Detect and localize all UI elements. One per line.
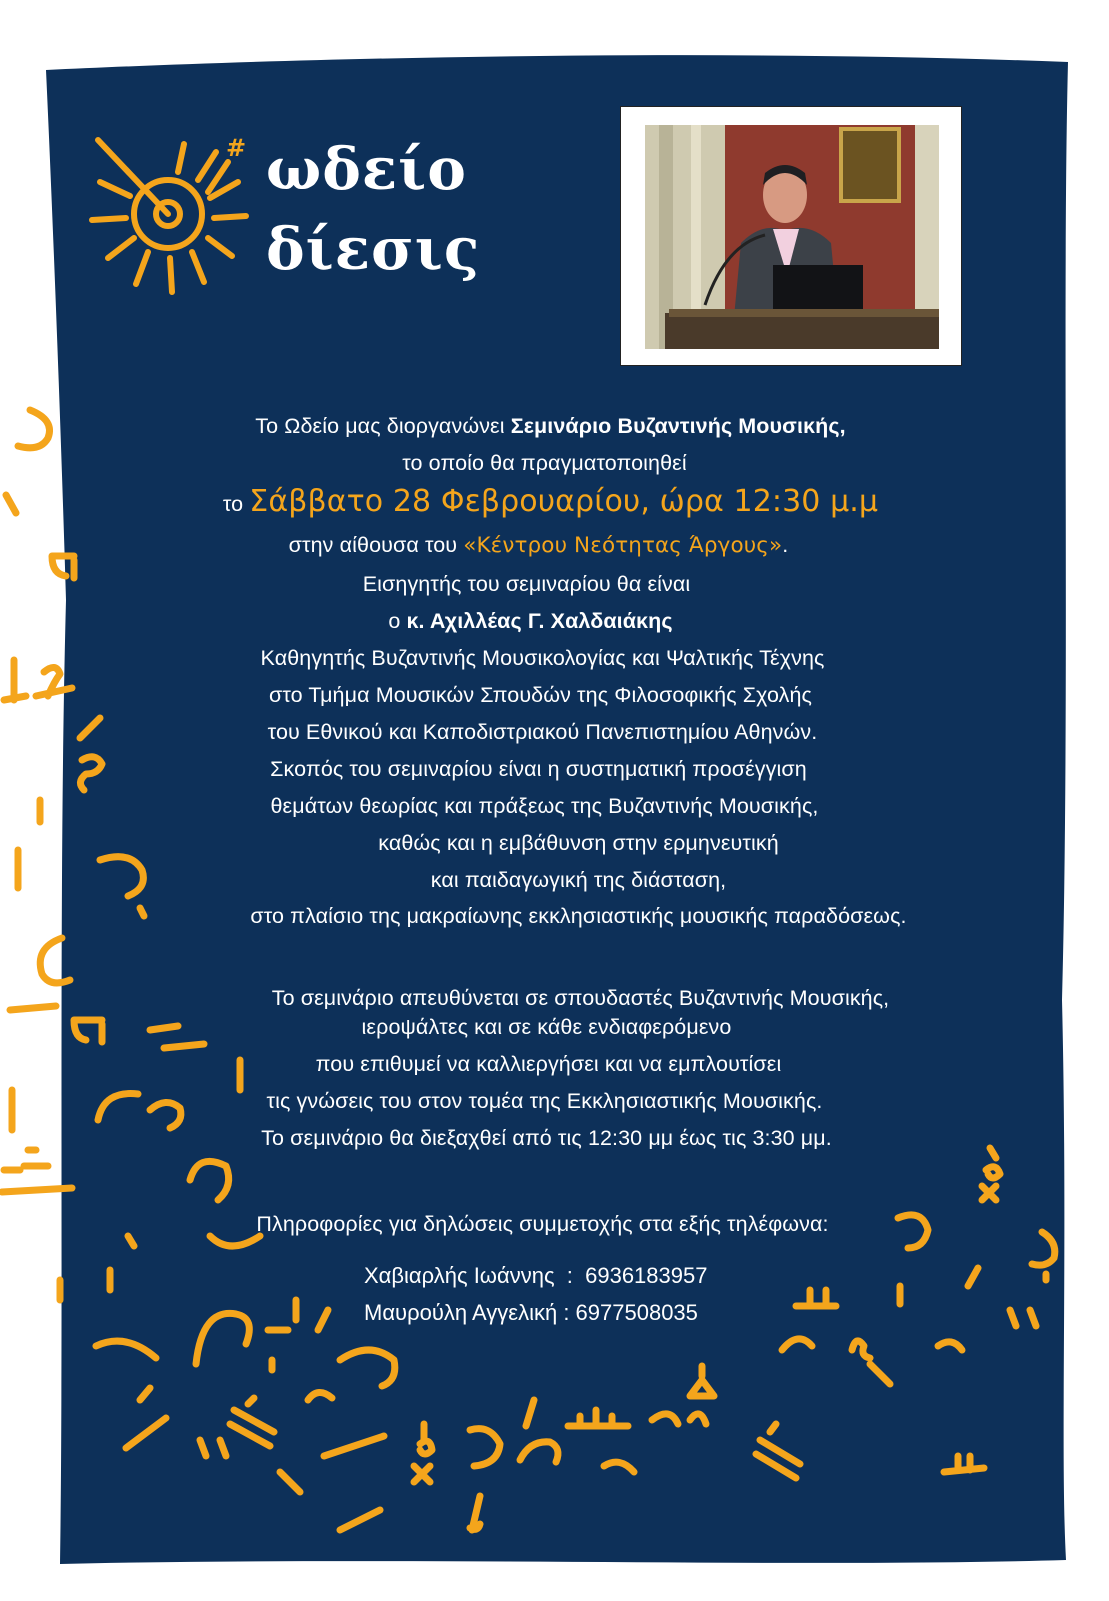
logo-sharp-symbol: #: [226, 134, 247, 162]
audience-line-2: ιεροψάλτες και σε κάθε ενδιαφερόμενο: [361, 1015, 732, 1039]
event-date: Σάββατο 28 Φεβρουαρίου, ώρα 12:30 μ.μ: [249, 484, 879, 519]
contact-phone[interactable]: 6936183957: [585, 1263, 708, 1288]
event-venue: «Κέντρου Νεότητας Άργους»: [463, 533, 783, 558]
audience-line-1: Το σεμινάριο απευθύνεται σε σπουδαστές Βυζαντινής Μουσικής,: [271, 986, 890, 1010]
contact-name: Χαβιαρλής Ιωάννης: [364, 1263, 555, 1288]
contact-phone[interactable]: 6977508035: [575, 1300, 698, 1325]
intro-l4-text: στην αίθουσα του: [288, 533, 464, 557]
intro-line-6: [0, 609, 1085, 634]
contact-separator: :: [557, 1300, 576, 1325]
contact-heading: Πληροφορίες για δηλώσεις συμμετοχής στα εξής τηλέφωνα:: [256, 1212, 829, 1236]
intro-line-8: στο Τμήμα Μουσικών Σπουδών της Φιλοσοφικής Σχολής: [269, 683, 812, 707]
speaker-photo-frame: [620, 106, 962, 366]
intro-line-9: του Εθνικού και Καποδιστριακού Πανεπιστημίου Αθηνών.: [267, 720, 818, 744]
intro-line-13: και παιδαγωγική της διάσταση,: [430, 868, 727, 892]
contact-row: [364, 1300, 698, 1326]
contact-row: [364, 1263, 707, 1289]
contact-name: Μαυρούλη Αγγελική: [364, 1300, 558, 1325]
logo-title-line2: δίεσις: [266, 215, 481, 283]
intro-line-10: Σκοπός του σεμιναρίου είναι η συστηματική προσέγγιση: [270, 757, 807, 781]
intro-l4-period: .: [782, 533, 789, 557]
intro-l1-text: Το Ωδείο μας διοργανώνει: [255, 414, 511, 438]
audience-line-5: Το σεμινάριο θα διεξαχθεί από τις 12:30 μμ έως τις 3:30 μμ.: [261, 1126, 832, 1150]
intro-line-2: το οποίο θα πραγματοποιηθεί: [402, 451, 687, 475]
audience-line-3: που επιθυμεί να καλλιεργήσει και να εμπλουτίσει: [315, 1052, 782, 1076]
speaker-name: κ. Αχιλλέας Γ. Χαλδαιάκης: [406, 609, 673, 633]
intro-line-12: καθώς και η εμβάθυνση στην ερμηνευτική: [378, 831, 779, 855]
audience-line-4: τις γνώσεις του στον τομέα της Εκκλησιαστικής Μουσικής.: [266, 1089, 823, 1113]
intro-line-4: [0, 533, 1093, 558]
intro-l6-text: ο: [388, 609, 407, 633]
intro-line-3: [0, 484, 1105, 519]
intro-line-14: στο πλαίσιο της μακραίωνης εκκλησιαστικής μουσικής παραδόσεως.: [250, 904, 907, 928]
speaker-photo: [645, 125, 939, 349]
intro-line-5: Εισηγητής του σεμιναρίου θα είναι: [362, 572, 691, 596]
contact-separator: :: [554, 1263, 586, 1288]
intro-line-7: Καθηγητής Βυζαντινής Μουσικολογίας και Ψαλτικής Τέχνης: [260, 646, 825, 670]
intro-line-11: θεμάτων θεωρίας και πράξεως της Βυζαντινής Μουσικής,: [270, 794, 819, 818]
intro-l3-text: το: [222, 492, 250, 516]
logo-title-line1: ωδείο: [266, 135, 467, 203]
seminar-title: Σεμινάριο Βυζαντινής Μουσικής,: [510, 414, 846, 438]
intro-line-1: [0, 414, 1105, 439]
